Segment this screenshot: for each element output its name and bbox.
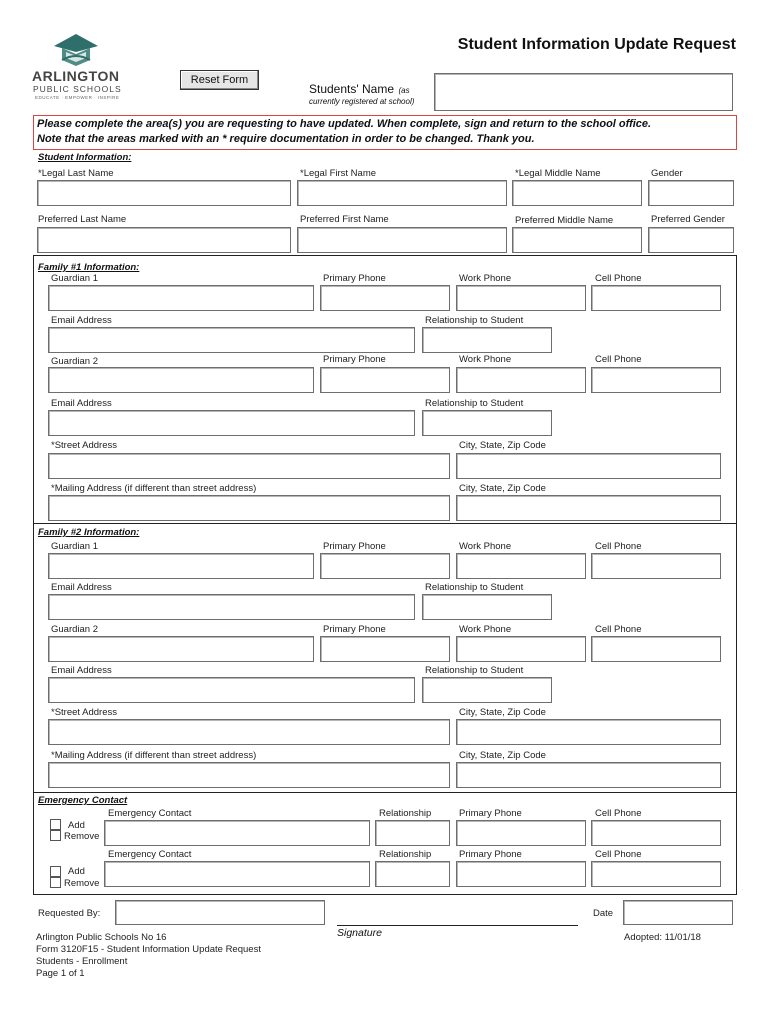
ec2-primary-phone-label: Primary Phone <box>459 849 522 860</box>
family2-section-title: Family #2 Information: <box>38 527 140 538</box>
footer-line2: Form 3120F15 - Student Information Update Request <box>36 944 261 955</box>
f2-g2-work-phone-label: Work Phone <box>459 624 512 635</box>
f1-g1-relationship-field[interactable] <box>422 327 552 353</box>
pref-last-field[interactable] <box>37 227 291 253</box>
f2-city-label: City, State, Zip Code <box>459 707 546 718</box>
f2-g2-relationship-field[interactable] <box>422 677 552 703</box>
f1-g1-work-phone-label: Work Phone <box>459 273 512 284</box>
notice-box <box>33 115 737 150</box>
f1-guardian1-label: Guardian 1 <box>51 273 99 284</box>
ec1-primary-phone-field[interactable] <box>456 820 586 846</box>
requested-by-label: Requested By: <box>38 908 101 919</box>
f1-g2-cell-phone-label: Cell Phone <box>595 354 642 365</box>
f2-g1-work-phone-field[interactable] <box>456 553 586 579</box>
f1-g1-relationship-label: Relationship to Student <box>425 315 524 326</box>
f2-g2-primary-phone-label: Primary Phone <box>323 624 386 635</box>
f2-mailing-field[interactable] <box>48 762 450 788</box>
f2-g1-email-label: Email Address <box>51 582 112 593</box>
f1-g1-email-label: Email Address <box>51 315 112 326</box>
ec1-cell-phone-label: Cell Phone <box>595 808 642 819</box>
f2-g1-work-phone-label: Work Phone <box>459 541 512 552</box>
footer-line1: Arlington Public Schools No 16 <box>36 932 167 943</box>
f1-g1-primary-phone-label: Primary Phone <box>323 273 386 284</box>
pref-first-label: Preferred First Name <box>300 214 389 225</box>
f2-g1-cell-phone-field[interactable] <box>591 553 721 579</box>
f1-mailing-city-field[interactable] <box>456 495 721 521</box>
legal-first-label: *Legal First Name <box>300 168 377 179</box>
logo-emblem-icon <box>32 30 122 70</box>
f2-g2-cell-phone-field[interactable] <box>591 636 721 662</box>
legal-last-field[interactable] <box>37 180 291 206</box>
gender-field[interactable] <box>648 180 734 206</box>
f1-g1-email-field[interactable] <box>48 327 415 353</box>
ec1-remove-label: Remove <box>64 831 100 842</box>
f1-g2-relationship-field[interactable] <box>422 410 552 436</box>
f2-g2-email-label: Email Address <box>51 665 112 676</box>
ec1-cell-phone-field[interactable] <box>591 820 721 846</box>
legal-last-label: *Legal Last Name <box>38 168 114 179</box>
logo-line1: ARLINGTON <box>32 68 120 84</box>
f1-g2-email-field[interactable] <box>48 410 415 436</box>
students-name-note-line2: currently registered at school) <box>309 97 415 106</box>
f1-street-field[interactable] <box>48 453 450 479</box>
ec2-relationship-label: Relationship <box>379 849 432 860</box>
f2-mailing-city-label: City, State, Zip Code <box>459 750 546 761</box>
pref-middle-field[interactable] <box>512 227 642 253</box>
ec2-contact-label: Emergency Contact <box>108 849 192 860</box>
f1-g2-cell-phone-field[interactable] <box>591 367 721 393</box>
f1-g2-primary-phone-field[interactable] <box>320 367 450 393</box>
f2-g1-email-field[interactable] <box>48 594 415 620</box>
f2-guardian1-field[interactable] <box>48 553 314 579</box>
ec1-contact-field[interactable] <box>104 820 370 846</box>
f2-guardian2-label: Guardian 2 <box>51 624 99 635</box>
ec2-add-checkbox[interactable] <box>50 866 61 877</box>
family1-section-title: Family #1 Information: <box>38 262 140 273</box>
ec1-contact-label: Emergency Contact <box>108 808 192 819</box>
f2-g2-primary-phone-field[interactable] <box>320 636 450 662</box>
f2-guardian1-label: Guardian 1 <box>51 541 99 552</box>
ec2-add-label: Add <box>68 866 85 877</box>
f1-guardian2-label: Guardian 2 <box>51 356 99 367</box>
f2-guardian2-field[interactable] <box>48 636 314 662</box>
f2-g1-relationship-field[interactable] <box>422 594 552 620</box>
students-name-note: (as <box>398 86 410 95</box>
f1-g1-work-phone-field[interactable] <box>456 285 586 311</box>
requested-by-field[interactable] <box>115 900 325 925</box>
ec1-relationship-label: Relationship <box>379 808 432 819</box>
date-label: Date <box>593 908 614 919</box>
f2-mailing-city-field[interactable] <box>456 762 721 788</box>
pref-last-label: Preferred Last Name <box>38 214 127 225</box>
date-field[interactable] <box>623 900 733 925</box>
f1-g1-cell-phone-label: Cell Phone <box>595 273 642 284</box>
f2-mailing-label: *Mailing Address (if different than street address) <box>51 750 257 761</box>
f1-guardian1-field[interactable] <box>48 285 314 311</box>
f1-city-label: City, State, Zip Code <box>459 440 546 451</box>
f2-g1-primary-phone-field[interactable] <box>320 553 450 579</box>
footer-line4: Page 1 of 1 <box>36 968 85 979</box>
f2-g2-email-field[interactable] <box>48 677 415 703</box>
signature-label: Signature <box>337 927 382 939</box>
ec2-relationship-field[interactable] <box>375 861 450 887</box>
f2-g1-cell-phone-label: Cell Phone <box>595 541 642 552</box>
ec1-add-checkbox[interactable] <box>50 819 61 830</box>
district-logo <box>32 30 122 102</box>
f1-g1-primary-phone-field[interactable] <box>320 285 450 311</box>
legal-middle-field[interactable] <box>512 180 642 206</box>
gender-label: Gender <box>651 168 683 179</box>
legal-middle-label: *Legal Middle Name <box>515 168 601 179</box>
pref-first-field[interactable] <box>297 227 507 253</box>
students-name-field[interactable] <box>434 73 733 111</box>
students-name-label-text: Students' Name <box>309 82 395 96</box>
students-name-label <box>309 80 410 98</box>
f2-street-field[interactable] <box>48 719 450 745</box>
f1-mailing-city-label: City, State, Zip Code <box>459 483 546 494</box>
signature-line <box>337 925 578 926</box>
f2-street-label: *Street Address <box>51 707 118 718</box>
f1-guardian2-field[interactable] <box>48 367 314 393</box>
f1-mailing-label: *Mailing Address (if different than street address) <box>51 483 257 494</box>
ec1-add-label: Add <box>68 820 85 831</box>
ec2-remove-label: Remove <box>64 878 100 889</box>
ec2-primary-phone-field[interactable] <box>456 861 586 887</box>
f1-street-label: *Street Address <box>51 440 118 451</box>
logo-tagline: EDUCATE · EMPOWER · INSPIRE <box>35 95 120 100</box>
f2-g2-cell-phone-label: Cell Phone <box>595 624 642 635</box>
ec1-remove-checkbox[interactable] <box>50 830 61 841</box>
reset-form-button[interactable]: Reset Form <box>180 70 259 90</box>
f1-g2-email-label: Email Address <box>51 398 112 409</box>
f2-g2-work-phone-field[interactable] <box>456 636 586 662</box>
emergency-section-title: Emergency Contact <box>38 795 128 806</box>
page-title: Student Information Update Request <box>457 36 736 53</box>
ec1-primary-phone-label: Primary Phone <box>459 808 522 819</box>
logo-line2: PUBLIC SCHOOLS <box>33 84 122 94</box>
f1-g2-work-phone-label: Work Phone <box>459 354 512 365</box>
f1-g2-work-phone-field[interactable] <box>456 367 586 393</box>
notice-line2: Note that the areas marked with an * require documentation in order to be changed. Thank you. <box>37 133 535 145</box>
f2-g2-relationship-label: Relationship to Student <box>425 665 524 676</box>
ec2-remove-checkbox[interactable] <box>50 877 61 888</box>
footer-line3: Students - Enrollment <box>36 956 128 967</box>
f1-city-field[interactable] <box>456 453 721 479</box>
pref-gender-label: Preferred Gender <box>651 214 725 225</box>
notice-line1: Please complete the area(s) you are requesting to have updated. When complete, sign and return to the school office. <box>37 118 652 130</box>
ec2-contact-field[interactable] <box>104 861 370 887</box>
ec2-cell-phone-label: Cell Phone <box>595 849 642 860</box>
f2-g1-relationship-label: Relationship to Student <box>425 582 524 593</box>
f1-g2-primary-phone-label: Primary Phone <box>323 354 386 365</box>
f1-mailing-field[interactable] <box>48 495 450 521</box>
ec2-cell-phone-field[interactable] <box>591 861 721 887</box>
f1-g2-relationship-label: Relationship to Student <box>425 398 524 409</box>
f2-city-field[interactable] <box>456 719 721 745</box>
f2-g1-primary-phone-label: Primary Phone <box>323 541 386 552</box>
student-section-title: Student Information: <box>38 152 132 163</box>
pref-middle-label: Preferred Middle Name <box>515 215 614 226</box>
f1-g1-cell-phone-field[interactable] <box>591 285 721 311</box>
pref-gender-field[interactable] <box>648 227 734 253</box>
adopted-date: Adopted: 11/01/18 <box>624 932 701 943</box>
ec1-relationship-field[interactable] <box>375 820 450 846</box>
legal-first-field[interactable] <box>297 180 507 206</box>
